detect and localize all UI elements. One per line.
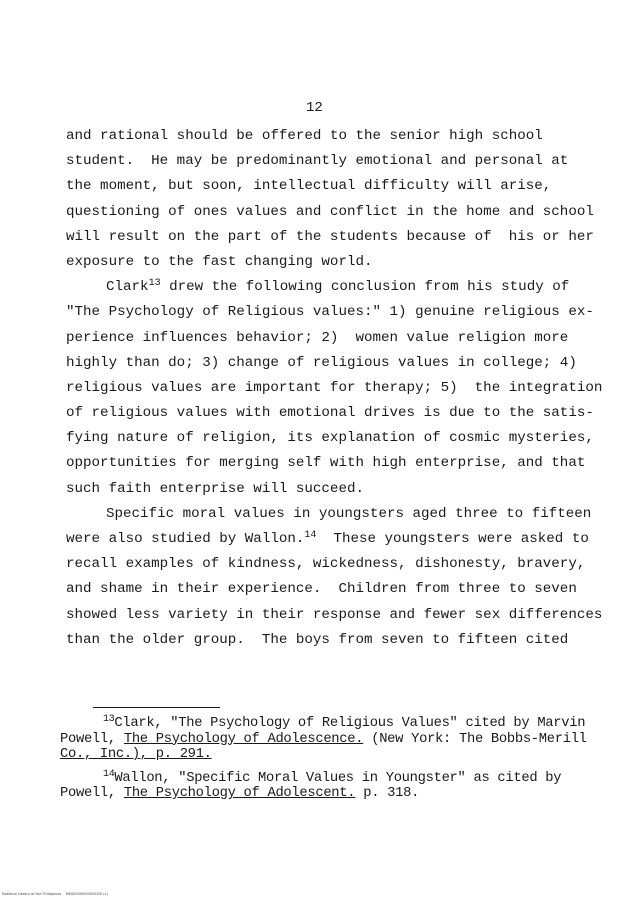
text-line: will result on the part of the students because of his or her	[66, 228, 594, 245]
footnote-ref: 13	[148, 278, 161, 290]
footnote-ref: 14	[304, 530, 317, 541]
footnote-13-line	[60, 747, 600, 763]
footnote-divider	[93, 707, 220, 708]
text-line: recall examples of kindness, wickedness, dishonesty, bravery,	[66, 556, 586, 573]
footnote-13-line	[60, 732, 600, 748]
footnote-14-line	[60, 786, 600, 802]
paragraph-wallon-line	[66, 527, 589, 552]
footnote-13-line	[60, 716, 600, 732]
text-line: such faith enterprise will succeed.	[66, 480, 364, 497]
footnotes	[60, 716, 600, 802]
book-title: The Psychology of Adolescent.	[123, 786, 356, 801]
text-line: and rational should be offered to the senior high school	[66, 128, 543, 144]
text-fragment: Powell,	[60, 731, 124, 747]
archive-stamp: National Library of the Philippines MSS0000000000000 (c)	[2, 892, 108, 896]
text-fragment: (New York: The Bobbs-Merill	[363, 731, 587, 747]
text-line: student. He may be predominantly emotional and personal at	[66, 153, 569, 170]
paragraph-clark-first-line	[66, 275, 576, 300]
text-fragment: Wallon, "Specific Moral Values in Youngster" as cited by	[114, 770, 562, 786]
text-line: opportunities for merging self with high enterprise, and that	[66, 455, 586, 472]
text-line: fying nature of religion, its explanation of cosmic mysteries,	[66, 430, 594, 447]
text-fragment: were also studied by Wallon.	[66, 531, 305, 547]
text-line: perience influences behavior; 2) women value religion more	[66, 329, 569, 346]
text-fragment: p. 318.	[355, 786, 420, 801]
text-fragment: Powell,	[60, 786, 124, 801]
text-fragment: Co., Inc.), p. 291.	[60, 747, 212, 762]
text-fragment: drew the following conclusion from his study of	[160, 279, 570, 296]
text-fragment: Clark, "The Psychology of Religious Values" cited by Marvin	[114, 716, 586, 731]
body-text	[66, 124, 603, 653]
text-line: "The Psychology of Religious values:" 1) genuine religious ex-	[66, 304, 594, 321]
page-number: 12	[306, 100, 323, 116]
footnote-number: 14	[103, 768, 115, 780]
footnote-14-line	[60, 768, 600, 787]
text-line: religious values are important for therapy; 5) the integration	[66, 379, 603, 396]
text-line: questioning of ones values and conflict in the home and school	[66, 203, 594, 220]
text-line: showed less variety in their response and fewer sex differences	[66, 606, 603, 623]
text-line: the moment, but soon, intellectual difficulty will arise,	[66, 178, 552, 195]
author-name: Clark	[106, 279, 149, 296]
text-line: and shame in their experience. Children from three to seven	[66, 581, 577, 598]
text-line: highly than do; 3) change of religious values in college; 4)	[66, 354, 577, 371]
text-line: than the older group. The boys from seven to fifteen cited	[66, 631, 569, 648]
text-fragment: These youngsters were asked to	[316, 531, 589, 547]
text-line: of religious values with emotional drives is due to the satis-	[66, 405, 594, 422]
book-title: The Psychology of Adolescence.	[123, 731, 364, 747]
text-line: Specific moral values in youngsters aged three to fifteen	[106, 505, 592, 522]
text-line: exposure to the fast changing world.	[66, 253, 373, 270]
footnote-number: 13	[103, 714, 115, 725]
